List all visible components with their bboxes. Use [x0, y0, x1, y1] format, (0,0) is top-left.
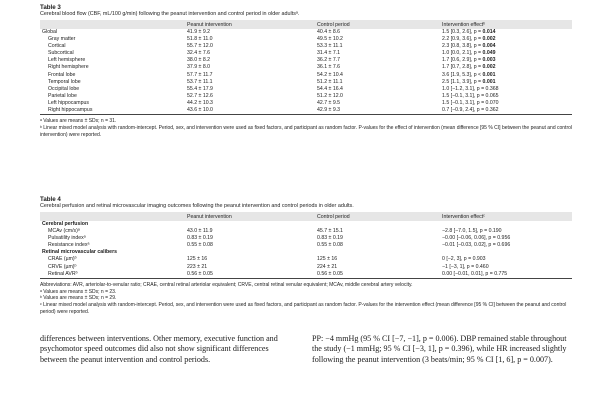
peanut-cell: 223 ± 21	[187, 263, 208, 270]
control-cell: 51.2 ± 11.1	[317, 78, 343, 85]
table4-header-peanut: Peanut intervention	[185, 212, 315, 221]
table3-header-region	[40, 20, 185, 29]
table-row	[40, 50, 572, 57]
section-row	[40, 221, 572, 228]
effect-estimate: 0.7 [−0.9, 2.4], p = 0.362	[442, 107, 499, 114]
body-left-column: differences between interventions. Other memory, executive function and psychomotor speed outcomes did also not show significant differences between the peanut intervention and control periods.	[40, 334, 278, 364]
control-cell: 40.4 ± 8.6	[317, 29, 341, 35]
effect-cell: −0.01 [−0.03, 0.02], p = 0.696	[442, 242, 511, 249]
peanut-cell: 51.8 ± 11.0	[187, 36, 213, 43]
table3-caption: Cerebral blood flow (CBF, mL/100 g/min) following the peanut intervention and control period in older adultsᵃ.	[40, 11, 300, 17]
control-cell: 0.55 ± 0.08	[317, 242, 343, 249]
peanut-cell: 43.0 ± 11.9	[187, 228, 213, 235]
measure-cell: Retinal AVRᵇ	[48, 270, 78, 277]
effect-estimate: 1.0 [0.0, 2.1], p =	[442, 50, 483, 57]
table4-header-measure	[40, 212, 185, 221]
region-cell: Right hemisphere	[48, 64, 89, 71]
p-value: 0.002	[482, 64, 496, 71]
control-cell: 0.83 ± 0.19	[317, 235, 343, 242]
table-row	[40, 264, 572, 271]
table3-block	[40, 4, 572, 139]
table3-label: Table 3	[40, 4, 61, 11]
effect-estimate: 1.7 [0.6, 2.9], p =	[442, 57, 483, 64]
p-value: 0.014	[482, 29, 496, 35]
table-row	[40, 93, 572, 100]
peanut-cell: 0.55 ± 0.08	[187, 242, 213, 249]
section-title: Cerebral perfusion	[42, 221, 89, 227]
control-cell: 53.3 ± 11.1	[317, 43, 343, 50]
effect-cell	[440, 50, 572, 57]
table-row	[40, 271, 572, 279]
p-value: 0.049	[482, 50, 496, 57]
table4-note: Abbreviations: AVR, arteriolar-to-venular ratio; CRAE, central retinal arteriolar equivalent; CRVE, central retinal venular equivalent; MCAv, middle cerebral artery velocity.	[40, 281, 413, 288]
table-row	[40, 228, 572, 235]
control-cell: 0.56 ± 0.05	[317, 270, 343, 277]
table4-header-effect: Intervention effectᶜ	[440, 212, 572, 221]
table4-note: ᶜ Linear mixed model analysis with random-intercept. Period, sex, and intervention were used as fixed factors, and participant as random factor. P-values for the intervention effect (mean difference [95 % CI] between the peanut and control period) were reported.	[40, 302, 567, 315]
region-cell: Gray matter	[48, 36, 76, 43]
measure-cell: Pulsatility indexᵃ	[48, 235, 86, 242]
table4-caption: Cerebral perfusion and retinal microvascular imaging outcomes following the peanut intervention and control periods in older adults.	[40, 203, 354, 209]
peanut-cell: 52.7 ± 12.6	[187, 92, 213, 99]
region-cell: Global	[42, 29, 57, 35]
table-row	[40, 235, 572, 242]
p-value: 0.002	[482, 36, 496, 43]
p-value: 0.004	[482, 43, 496, 50]
section-row	[40, 249, 572, 256]
p-value: 0.001	[482, 71, 496, 78]
table-row	[40, 72, 572, 79]
effect-cell	[440, 86, 572, 93]
effect-cell: −1 [−3, 1], p = 0.460	[442, 263, 489, 270]
region-cell: Left hemisphere	[48, 57, 86, 64]
control-cell: 54.2 ± 10.4	[317, 71, 343, 78]
peanut-cell: 0.83 ± 0.19	[187, 235, 213, 242]
table3-note: ᵃ Values are means ± SDs; n = 31.	[40, 118, 117, 125]
section-title: Retinal microvascular calibers	[42, 249, 117, 256]
effect-cell	[440, 79, 572, 86]
control-cell: 54.4 ± 16.4	[317, 85, 343, 92]
peanut-cell: 57.7 ± 11.7	[187, 71, 213, 78]
peanut-cell: 32.4 ± 7.6	[187, 50, 211, 57]
table3-notes	[40, 118, 572, 138]
effect-estimate: 2.5 [1.1, 3.9], p =	[442, 78, 483, 85]
table3-header-row	[40, 20, 572, 29]
table-row	[40, 43, 572, 50]
p-value: 0.003	[482, 57, 496, 64]
table-row	[40, 57, 572, 64]
table4-header-control: Control period	[315, 212, 440, 221]
control-cell: 42.9 ± 9.3	[317, 107, 341, 114]
peanut-cell: 38.0 ± 8.2	[187, 57, 211, 64]
effect-cell: 0.00 [−0.01, 0.01], p = 0.775	[442, 270, 508, 277]
effect-cell	[440, 36, 572, 43]
effect-estimate: 1.5 [−0.1, 3.1], p = 0.065	[442, 92, 499, 99]
control-cell: 224 ± 21	[317, 263, 338, 270]
control-cell: 49.5 ± 10.2	[317, 36, 343, 43]
measure-cell: CRAE (µm)ᵇ	[48, 256, 77, 263]
control-cell: 51.2 ± 12.0	[317, 92, 343, 99]
region-cell: Occipital lobe	[48, 85, 80, 92]
measure-cell: CRVE (µm)ᵇ	[48, 263, 77, 270]
table3-header-effect: Intervention effectᵇ	[440, 20, 572, 29]
measure-cell: MCAv (cm/s)ᵃ	[48, 228, 80, 235]
effect-estimate: 1.0 [−1.2, 3.1], p = 0.368	[442, 85, 499, 92]
effect-estimate: 1.7 [0.7, 2.8], p =	[442, 64, 483, 71]
table-row	[40, 29, 572, 36]
effect-estimate: 1.5 [0.3, 2.6], p =	[442, 29, 483, 35]
p-value: 0.001	[482, 78, 496, 85]
table-row	[40, 242, 572, 249]
region-cell: Frontal lobe	[48, 71, 76, 78]
peanut-cell: 44.2 ± 10.3	[187, 99, 213, 106]
effect-estimate: 2.2 [0.9, 3.6], p =	[442, 36, 483, 43]
region-cell: Cortical	[48, 43, 66, 50]
body-right-column: PP: −4 mmHg (95 % CI [−7, −1], p = 0.006). DBP remained stable throughout the study (−1 mmHg; 95 % CI [−3, 1], p = 0.396), while HR increased slightly following the peanut intervention (3 beats/min; 95 % CI [1, 6], p = 0.007).	[312, 334, 567, 364]
peanut-cell: 55.7 ± 12.0	[187, 43, 213, 50]
table4-block	[40, 196, 572, 316]
effect-cell	[440, 64, 572, 71]
table3-body	[40, 29, 572, 115]
effect-cell	[440, 72, 572, 79]
effect-estimate: 3.6 [1.9, 5.3], p <	[442, 71, 483, 78]
measure-cell: Resistance indexᵃ	[48, 242, 90, 249]
effect-cell	[440, 29, 572, 36]
effect-cell: −0.00 [−0.06, 0.06], p = 0.956	[442, 235, 511, 242]
region-cell: Temporal lobe	[48, 78, 81, 85]
table3	[40, 20, 572, 115]
effect-estimate: 2.3 [0.8, 3.8], p =	[442, 43, 483, 50]
effect-cell	[440, 93, 572, 100]
peanut-cell: 53.7 ± 11.1	[187, 78, 213, 85]
effect-cell: −2.8 [−7.0, 1.5], p = 0.190	[442, 228, 502, 235]
control-cell: 45.7 ± 15.1	[317, 228, 343, 235]
effect-cell: 0 [−2, 3], p = 0.903	[442, 256, 486, 263]
table-row	[40, 100, 572, 107]
effect-estimate: 1.5 [−0.1, 3.1], p = 0.070	[442, 99, 499, 106]
control-cell: 31.4 ± 7.1	[317, 50, 341, 57]
table4-note: ᵃ Values are means ± SDs; n = 23.	[40, 288, 117, 295]
peanut-cell: 125 ± 16	[187, 256, 208, 263]
table4-label: Table 4	[40, 196, 61, 203]
effect-cell	[440, 107, 572, 115]
region-cell: Right hippocampus	[48, 107, 93, 114]
control-cell: 125 ± 16	[317, 256, 338, 263]
peanut-cell: 41.9 ± 9.2	[187, 29, 211, 35]
region-cell: Left hippocampus	[48, 99, 89, 106]
effect-cell	[440, 43, 572, 50]
table3-header-control: Control period	[315, 20, 440, 29]
table4-header-row	[40, 212, 572, 221]
region-cell: Parietal lobe	[48, 92, 77, 99]
table-row	[40, 107, 572, 115]
peanut-cell: 55.4 ± 17.9	[187, 85, 213, 92]
table-row	[40, 64, 572, 71]
table-row	[40, 256, 572, 263]
peanut-cell: 0.56 ± 0.05	[187, 270, 213, 277]
table4-note: ᵇ Values are means ± SDs; n = 29.	[40, 295, 117, 302]
table-row	[40, 36, 572, 43]
table3-note: ᵇ Linear mixed model analysis with random-intercept. Period, sex, and intervention were used as fixed factors, and participant as random factor. P-values for the effect of intervention (mean difference [95 % CI] between the peanut and control intervention) were reported.	[40, 124, 572, 138]
table4-body	[40, 221, 572, 278]
table-row	[40, 79, 572, 86]
effect-cell	[440, 100, 572, 107]
effect-cell	[440, 57, 572, 64]
control-cell: 36.1 ± 7.6	[317, 64, 341, 71]
control-cell: 42.7 ± 9.5	[317, 99, 341, 106]
table-row	[40, 86, 572, 93]
peanut-cell: 37.9 ± 8.0	[187, 64, 211, 71]
control-cell: 36.2 ± 7.7	[317, 57, 341, 64]
table4	[40, 212, 572, 279]
table3-header-peanut: Peanut intervention	[185, 20, 315, 29]
table4-notes	[40, 282, 572, 316]
peanut-cell: 43.6 ± 10.0	[187, 107, 213, 114]
region-cell: Subcortical	[48, 50, 74, 57]
